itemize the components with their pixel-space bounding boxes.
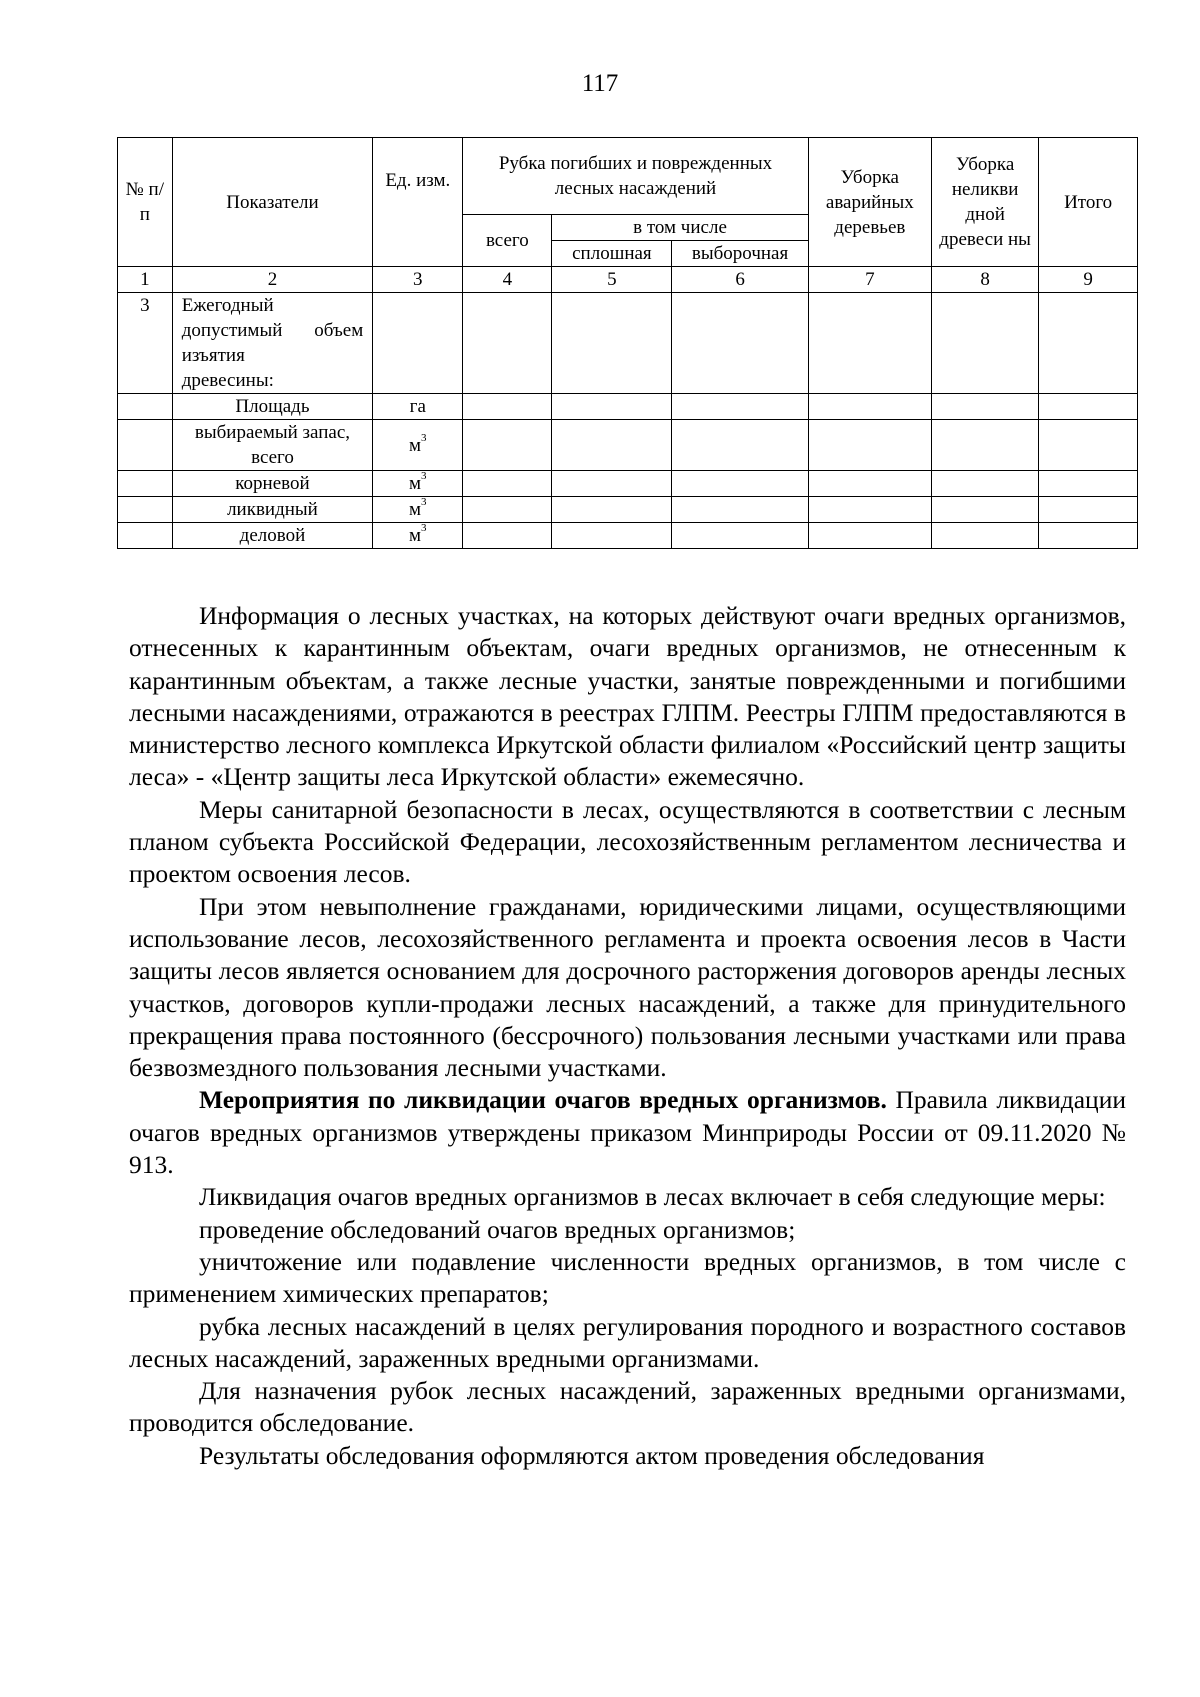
colnum-7: 7 (808, 267, 931, 293)
table-row (118, 471, 1138, 497)
table-row (118, 394, 1138, 420)
row-label: деловой (172, 523, 373, 549)
row-label: корневой (172, 471, 373, 497)
row-unit: $м^3$ (373, 471, 463, 497)
header-emergency: Уборка аварийных деревьев (808, 138, 931, 267)
paragraph: Результаты обследования оформляются актом проведения обследования (199, 1440, 985, 1470)
paragraph: Мероприятия по ликвидации очагов вредных организмов. Правила ликвидации очагов вредных организмов утверждены приказом Минприроды России от 09.11.2020 № 913. (129, 1085, 1126, 1180)
table-row (118, 293, 1138, 394)
paragraph: Информация о лесных участках, на которых действуют очаги вредных организмов, отнесенных к карантинным объектам, очаги вредных организмов, не отнесенным к карантинным объектам, а также лесные участки, занятые поврежденными и погибшими лесными насаждениями, отражаются в реестрах ГЛПМ. Реестры ГЛПМ предоставляются в министерство лесного комплекса Иркутской области филиалом «Российский центр защиты леса» - «Центр защиты леса Иркутской области» ежемесячно. (129, 601, 1126, 792)
page-number: 117 (581, 70, 619, 97)
paragraph: Ликвидация очагов вредных организмов в лесах включает в себя следующие меры: (199, 1182, 1106, 1212)
paragraph: При этом невыполнение гражданами, юридическими лицами, осуществляющими использование лесов, лесохозяйственного регламента и проекта освоения лесов в Части защиты лесов является основанием для досрочного расторжения договоров аренды лесных участков, договоров купли-продажи лесных насаждений, а также для принудительного прекращения права постоянного (бессрочного) пользования лесными участками или права безвозмездного пользования лесными участками. (129, 891, 1126, 1083)
row-label: выбираемый запас, всего (172, 420, 373, 471)
header-unit: Ед. изм. (373, 138, 463, 267)
header-num: № п/п (118, 138, 173, 267)
section-num: 3 (118, 293, 173, 394)
row-unit: $м^3$ (373, 523, 463, 549)
header-clear: сплошная (552, 241, 672, 267)
colnum-1: 1 (118, 267, 173, 293)
colnum-8: 8 (932, 267, 1039, 293)
section-heading: Мероприятия по ликвидации очагов вредных организмов. (199, 1085, 887, 1115)
header-including: в том числе (552, 215, 808, 241)
list-item: проведение обследований очагов вредных организмов; (199, 1214, 796, 1244)
header-felling-group: Рубка погибших и поврежденных лесных насаждений (463, 138, 808, 215)
list-item: рубка лесных насаждений в целях регулирования породного и возрастного составов лесных насаждений, зараженных вредными организмами. (129, 1311, 1126, 1373)
paragraph: Для назначения рубок лесных насаждений, зараженных вредными организмами, проводится обследование. (129, 1376, 1126, 1438)
row-unit: га (373, 394, 463, 420)
colnum-2: 2 (172, 267, 373, 293)
forest-volume-table (117, 137, 1138, 549)
table-row (118, 497, 1138, 523)
colnum-3: 3 (373, 267, 463, 293)
table-row (118, 523, 1138, 549)
row-unit: $м^3$ (373, 420, 463, 471)
body-text (129, 600, 1126, 1472)
table-row (118, 420, 1138, 471)
colnum-5: 5 (552, 267, 672, 293)
header-selective: выборочная (672, 241, 808, 267)
header-total-felling: всего (463, 215, 552, 267)
row-label: Площадь (172, 394, 373, 420)
header-indicators: Показатели (172, 138, 373, 267)
row-unit: $м^3$ (373, 497, 463, 523)
list-item: уничтожение или подавление численности вредных организмов, в том числе с применением химических препаратов; (129, 1246, 1126, 1309)
header-result: Итого (1039, 138, 1138, 267)
colnum-6: 6 (672, 267, 808, 293)
paragraph: Меры санитарной безопасности в лесах, осуществляются в соответствии с лесным планом субъекта Российской Федерации, лесохозяйственным регламентом лесничества и проектом освоения лесов. (129, 794, 1126, 889)
header-illiquid: Уборка неликви дной древеси ны (932, 138, 1039, 267)
section-title: Ежегодный допустимый объем изъятия древесины: (172, 293, 373, 394)
colnum-4: 4 (463, 267, 552, 293)
row-label: ликвидный (172, 497, 373, 523)
colnum-9: 9 (1039, 267, 1138, 293)
